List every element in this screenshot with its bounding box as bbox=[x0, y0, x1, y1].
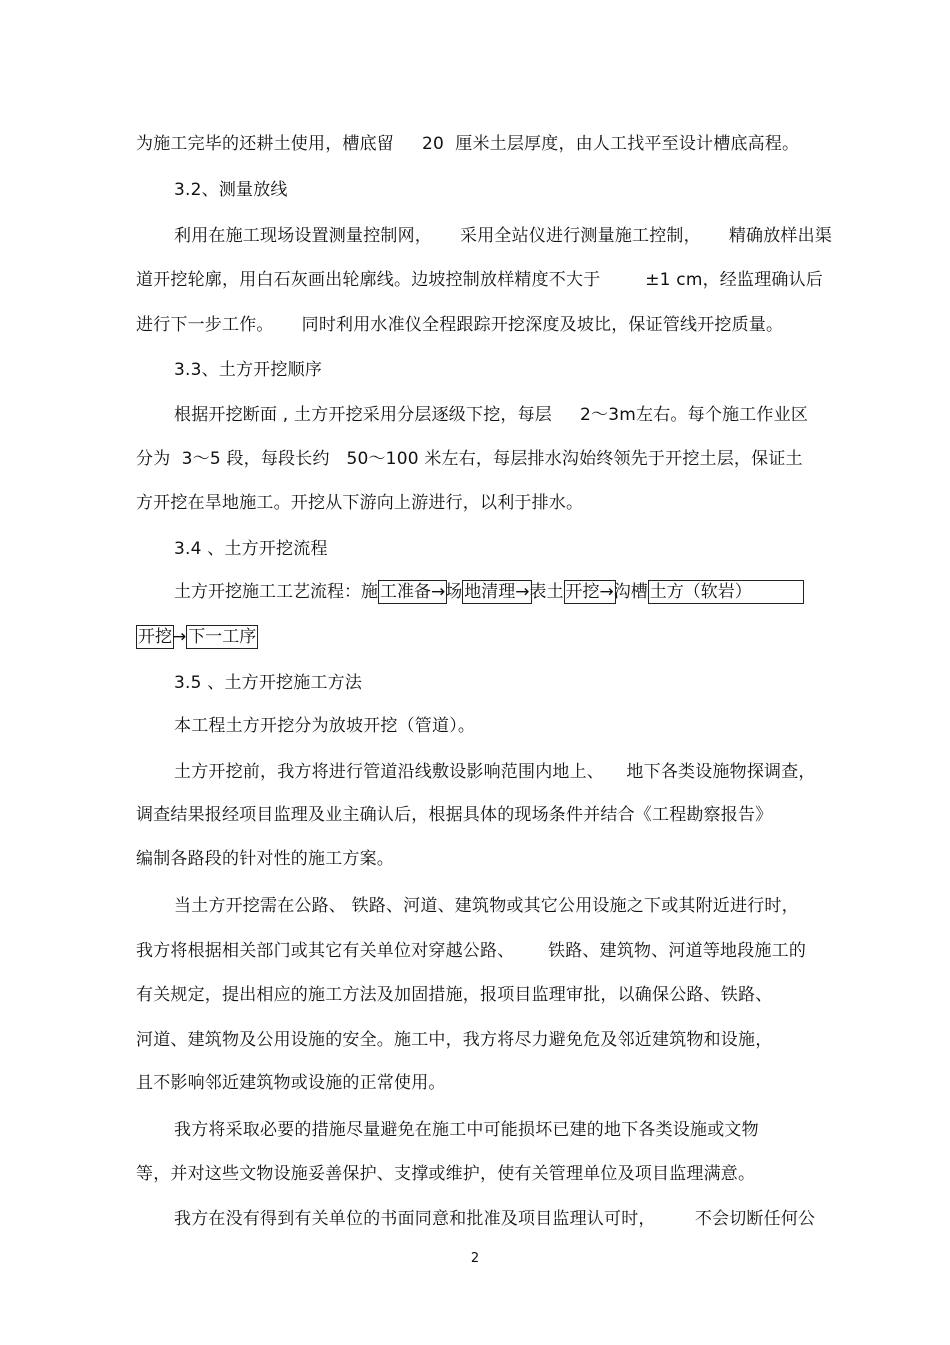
paragraph-line: 我方将采取必要的措施尽量避免在施工中可能损坏已建的地下各类设施或文物 bbox=[174, 1120, 759, 1140]
process-flow-line-1 bbox=[174, 580, 802, 604]
paragraph-line: 编制各路段的针对性的施工方案。 bbox=[136, 849, 394, 869]
paragraph-line: 有关规定，提出相应的施工方法及加固措施，报项目监理审批，以确保公路、铁路、 bbox=[136, 985, 773, 1005]
paragraph-line: 我方在没有得到有关单位的书面同意和批准及项目监理认可时， 不会切断任何公 bbox=[174, 1209, 816, 1229]
process-flow-line-2 bbox=[136, 625, 256, 649]
flow-step-box: 下一工序 bbox=[188, 627, 257, 647]
section-heading-3-3: 3.3、土方开挖顺序 bbox=[174, 360, 323, 380]
flow-step-box: 地清理→ bbox=[464, 582, 530, 602]
flow-step-box: 工准备→ bbox=[380, 582, 446, 602]
flow-text: 表土 bbox=[529, 582, 564, 602]
flow-text: 沟槽 bbox=[613, 582, 648, 602]
paragraph-line: 为施工完毕的还耕土使用，槽底留 20 厘米土层厚度，由人工找平至设计槽底高程。 bbox=[136, 134, 800, 154]
paragraph-line: 根据开挖断面 , 土方开挖采用分层逐级下挖，每层 2～3m左右。每个施工作业区 bbox=[174, 405, 809, 425]
paragraph-line: 道开挖轮廓，用白石灰画出轮廓线。边坡控制放样精度不大于 ±1 cm，经监理确认后 bbox=[136, 270, 823, 290]
flow-text: 场 bbox=[445, 582, 463, 602]
paragraph-line: 本工程土方开挖分为放坡开挖（管道）。 bbox=[174, 716, 476, 736]
flow-step-box: 土方（软岩） bbox=[648, 580, 804, 604]
paragraph-line: 利用在施工现场设置测量控制网， 采用全站仪进行测量施工控制， 精确放样出渠 bbox=[174, 226, 833, 246]
section-heading-3-5: 3.5 、土方开挖施工方法 bbox=[174, 673, 363, 693]
paragraph-line: 进行下一步工作。 同时利用水准仪全程跟踪开挖深度及坡比，保证管线开挖质量。 bbox=[136, 315, 784, 335]
paragraph-line: 我方将根据相关部门或其它有关单位对穿越公路、 铁路、建筑物、河道等地段施工的 bbox=[136, 941, 807, 961]
paragraph-line: 当土方开挖需在公路、 铁路、河道、建筑物或其它公用设施之下或其附近进行时， bbox=[174, 896, 799, 916]
paragraph-line: 方开挖在旱地施工。开挖从下游向上游进行，以利于排水。 bbox=[136, 493, 584, 513]
paragraph-line: 土方开挖前，我方将进行管道沿线敷设影响范围内地上、 地下各类设施物探调查， bbox=[174, 762, 816, 782]
paragraph-line: 分为 3～5 段，每段长约 50～100 米左右，每层排水沟始终领先于开挖土层，保证土 bbox=[136, 449, 803, 469]
section-heading-3-2: 3.2、测量放线 bbox=[174, 180, 288, 200]
flow-step-box: 开挖→ bbox=[565, 582, 614, 602]
flow-text: 土方开挖施工工艺流程：施 bbox=[174, 582, 378, 602]
paragraph-line: 调查结果报经项目监理及业主确认后，根据具体的现场条件并结合《工程勘察报告》 bbox=[136, 805, 773, 825]
paragraph-line: 且不影响邻近建筑物或设施的正常使用。 bbox=[136, 1073, 446, 1093]
flow-arrow: → bbox=[172, 627, 187, 647]
page-number: 2 bbox=[470, 1251, 480, 1266]
paragraph-line: 河道、建筑物及公用设施的安全。施工中，我方将尽力避免危及邻近建筑物和设施， bbox=[136, 1030, 773, 1050]
section-heading-3-4: 3.4 、土方开挖流程 bbox=[174, 539, 328, 559]
paragraph-line: 等，并对这些文物设施妥善保护、支撑或维护，使有关管理单位及项目监理满意。 bbox=[136, 1164, 756, 1184]
flow-step-box: 开挖 bbox=[138, 627, 172, 647]
